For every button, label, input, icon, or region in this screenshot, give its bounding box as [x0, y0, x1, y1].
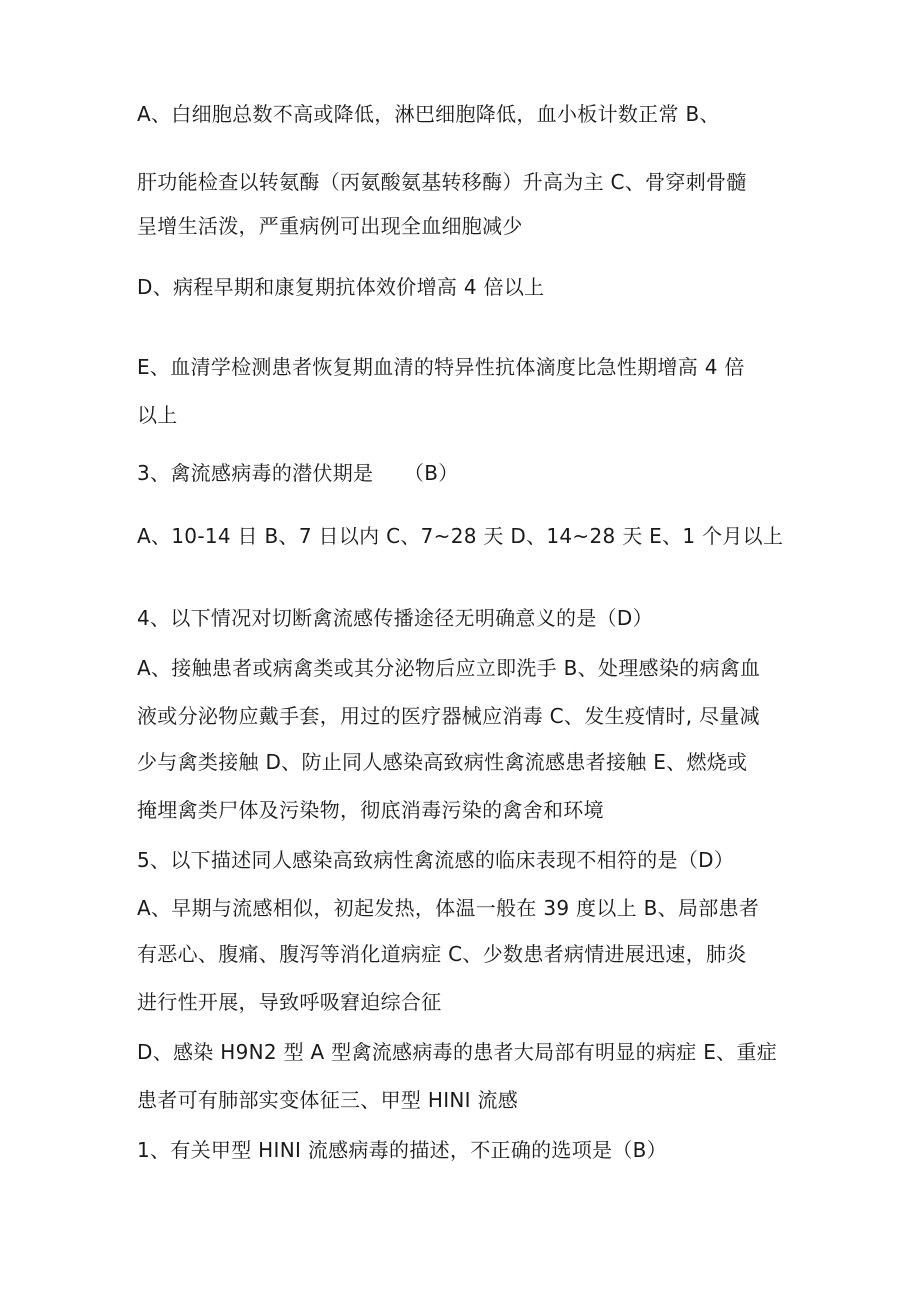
text-line: A、白细胞总数不高或降低，淋巴细胞降低，血小板计数正常 B、: [137, 102, 720, 126]
text-line: 少与禽类接触 D、防止同人感染高致病性禽流感患者接触 E、燃烧或: [137, 750, 748, 774]
text-line: 有恶心、腹痛、腹泻等消化道病症 C、少数患者病情进展迅速，肺炎: [137, 942, 747, 966]
question-4: 4、以下情况对切断禽流感传播途径无明确意义的是（D）: [137, 606, 653, 630]
question-1: 1、有关甲型 HINI 流感病毒的描述，不正确的选项是（B）: [137, 1138, 667, 1162]
text-line: 进行性开展，导致呼吸窘迫综合征: [137, 990, 442, 1014]
question-3: 3、禽流感病毒的潜伏期是 （B）: [137, 461, 459, 485]
text-line: 呈增生活泼，严重病例可出现全血细胞减少: [137, 214, 523, 238]
text-line: 以上: [137, 403, 178, 427]
text-line: A、接触患者或病禽类或其分泌物后应立即洗手 B、处理感染的病禽血: [137, 656, 761, 680]
text-line: A、早期与流感相似，初起发热，体温一般在 39 度以上 B、局部患者: [137, 896, 760, 920]
text-line: 肝功能检查以转氨酶（丙氨酸氨基转移酶）升高为主 C、骨穿刺骨髓: [137, 170, 747, 194]
text-line: D、感染 H9N2 型 A 型禽流感病毒的患者大局部有明显的病症 E、重症: [137, 1040, 778, 1064]
section-heading-line: 患者可有肺部实变体征三、甲型 HINI 流感: [137, 1088, 519, 1112]
text-line: D、病程早期和康复期抗体效价增高 4 倍以上: [137, 275, 545, 299]
text-line: E、血清学检测患者恢复期血清的特异性抗体滴度比急性期增高 4 倍: [137, 355, 745, 379]
text-line: 液或分泌物应戴手套，用过的医疗器械应消毒 C、发生疫情时, 尽量减: [137, 704, 760, 728]
text-line: A、10-14 日 B、7 日以内 C、7~28 天 D、14~28 天 E、1 个月以上: [137, 524, 784, 548]
text-line: 掩埋禽类尸体及污染物，彻底消毒污染的禽舍和环境: [137, 798, 604, 822]
question-5: 5、以下描述同人感染高致病性禽流感的临床表现不相符的是（D）: [137, 848, 735, 872]
